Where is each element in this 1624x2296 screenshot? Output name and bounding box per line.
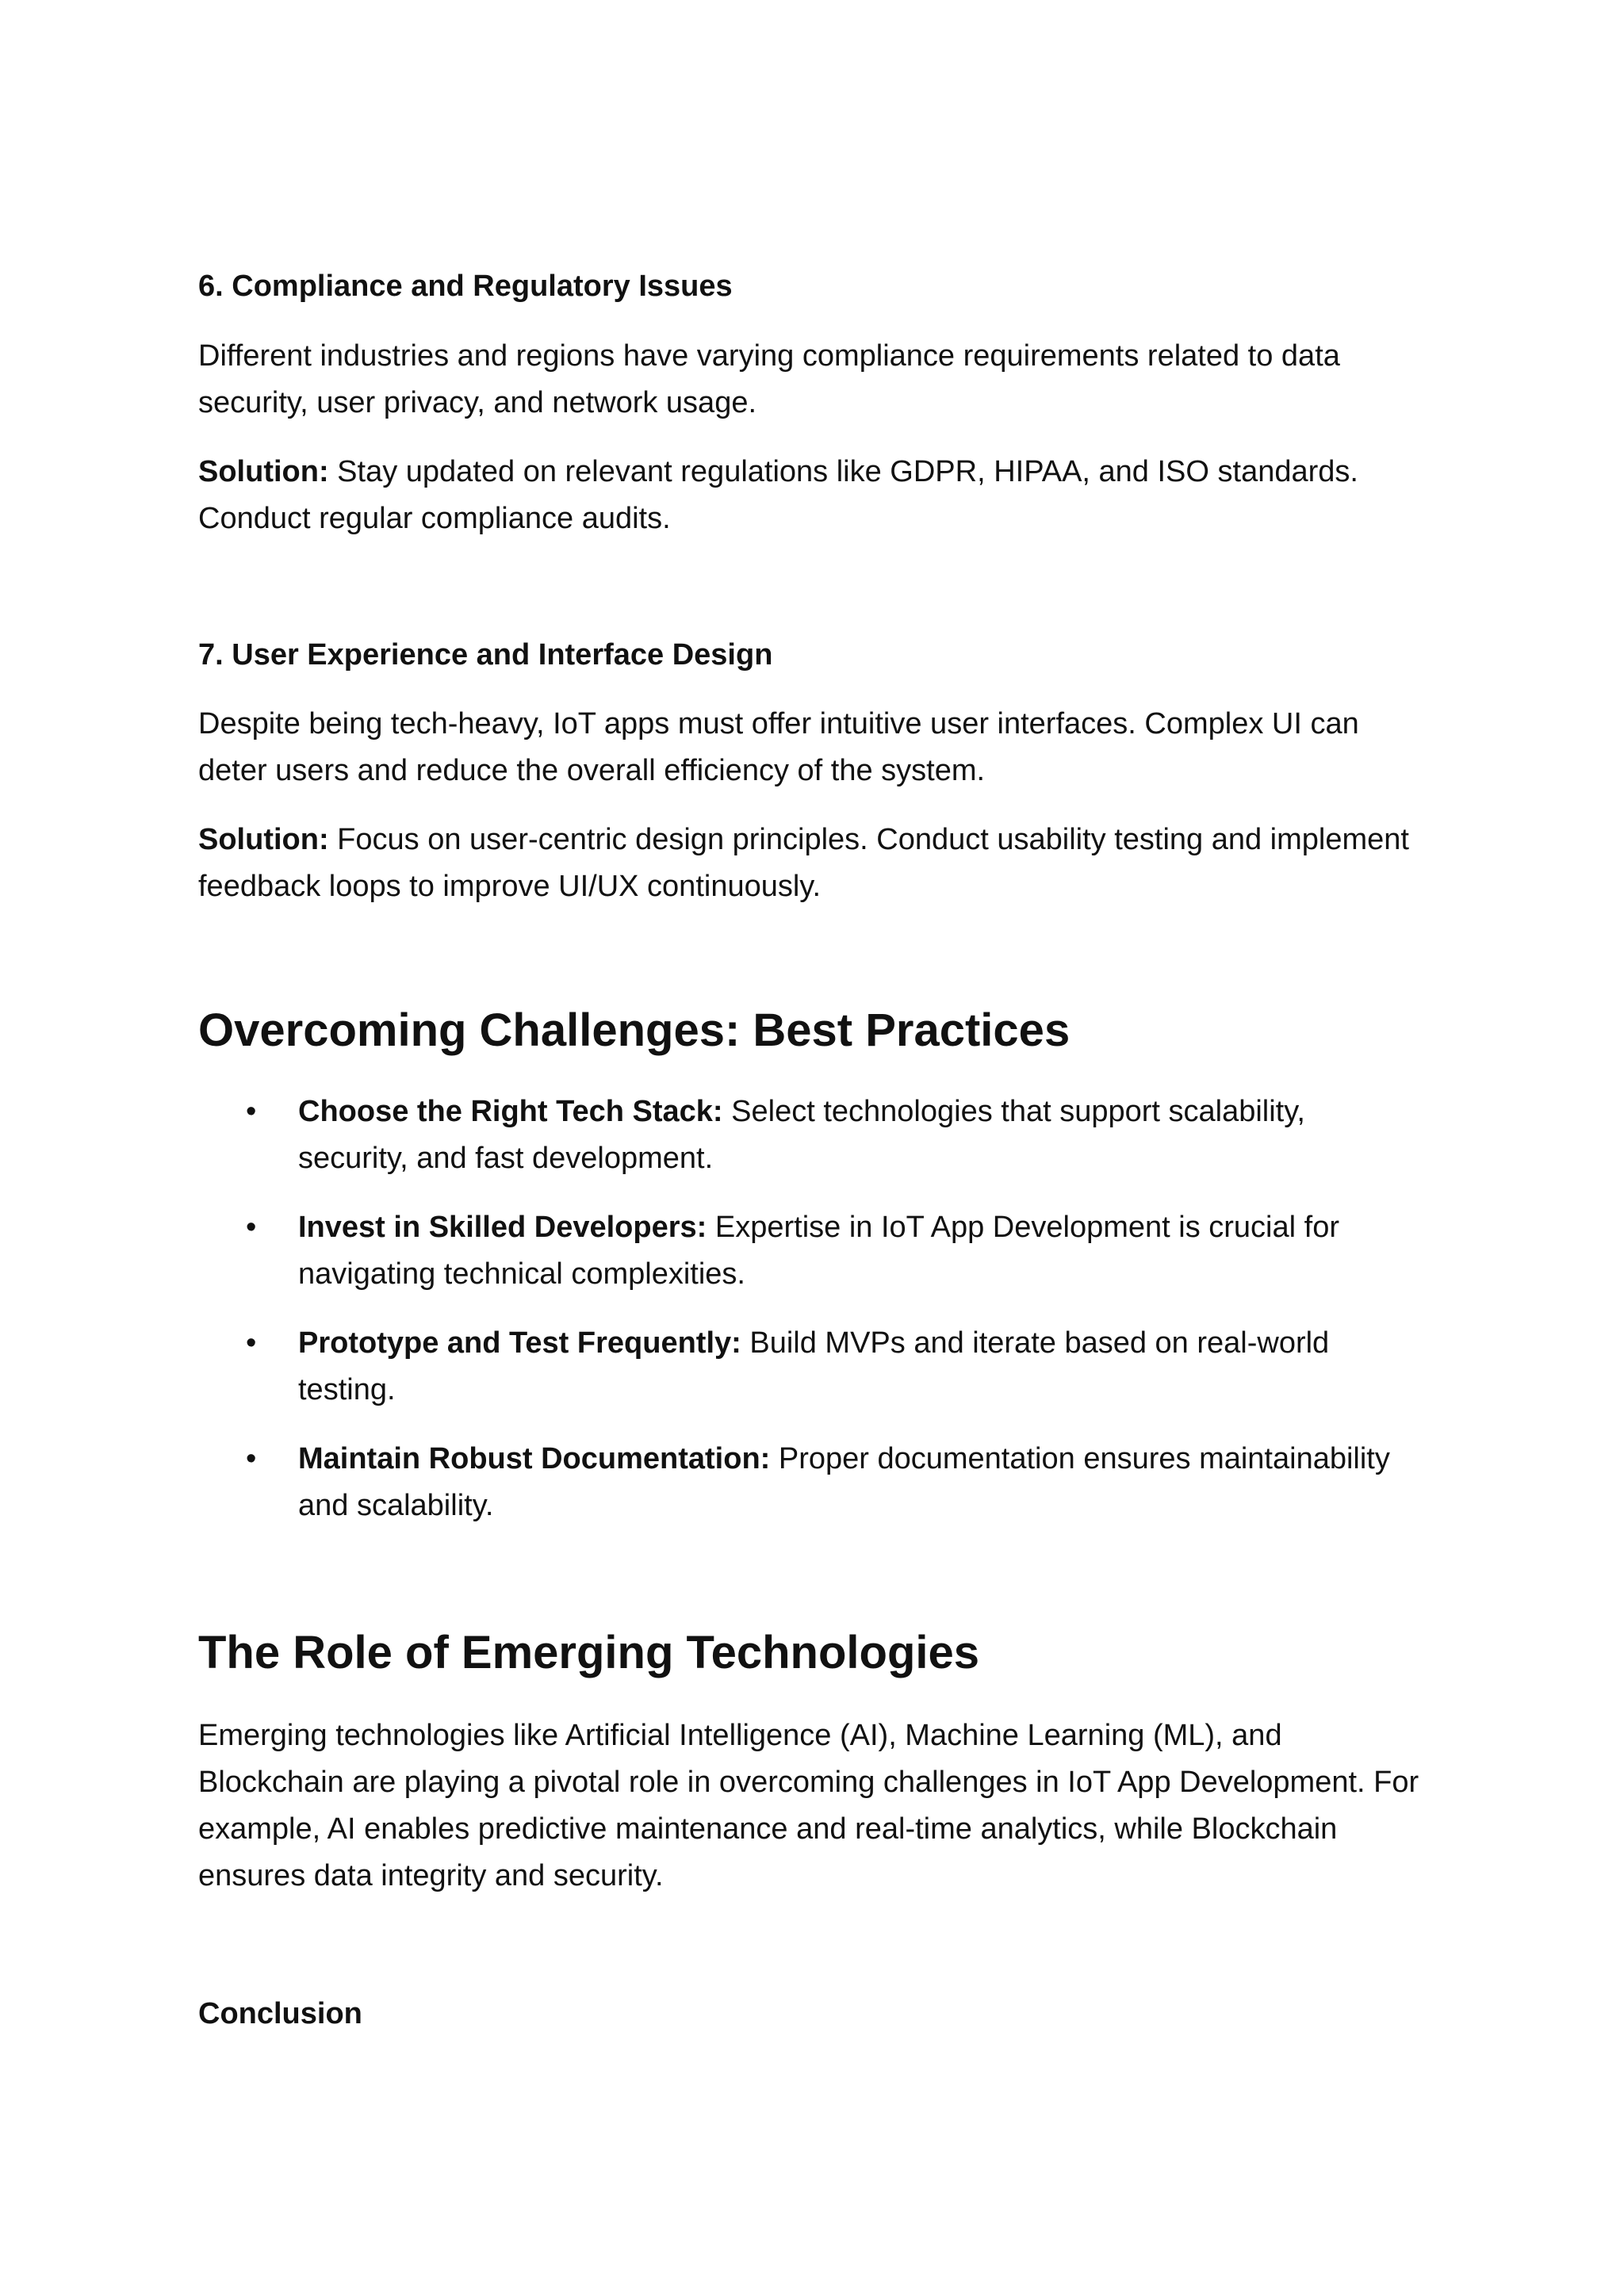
list-item-label: Maintain Robust Documentation: xyxy=(298,1442,771,1475)
list-item xyxy=(198,1436,1408,1529)
section-heading-conclusion: Conclusion xyxy=(198,1997,362,2030)
solution-label: Solution: xyxy=(198,823,329,856)
list-item-text: Build MVPs and iterate based on real-world testing. xyxy=(298,1326,1330,1406)
section-heading-best-practices: Overcoming Challenges: Best Practices xyxy=(198,1004,1071,1056)
paragraph-compliance: Different industries and regions have varying compliance requirements related to data security, user privacy, and network usage. xyxy=(198,339,1340,419)
best-practices-list xyxy=(198,1089,1435,1552)
paragraph-emerging-technologies: Emerging technologies like Artificial Intelligence (AI), Machine Learning (ML), and Blockchain are playing a pivotal role in overcoming challenges in IoT App Development. For example, AI enables predictive maintenance and real-time analytics, while Blockchain ensures data integrity and security. xyxy=(198,1719,1419,1892)
section-heading-compliance: 6. Compliance and Regulatory Issues xyxy=(198,270,733,303)
bullet-icon: • xyxy=(246,1095,257,1128)
paragraph-ux-solution xyxy=(198,817,1435,910)
list-item xyxy=(198,1089,1408,1182)
section-heading-emerging-technologies: The Role of Emerging Technologies xyxy=(198,1627,980,1678)
section-heading-ux: 7. User Experience and Interface Design xyxy=(198,638,773,672)
list-item xyxy=(198,1320,1408,1414)
paragraph-compliance-solution xyxy=(198,449,1435,542)
solution-text: Focus on user-centric design principles. Conduct usability testing and implement feedback loops to improve UI/UX continuously. xyxy=(198,823,1409,903)
bullet-icon: • xyxy=(246,1326,257,1360)
list-item-label: Prototype and Test Frequently: xyxy=(298,1326,741,1360)
list-item-label: Invest in Skilled Developers: xyxy=(298,1211,707,1244)
list-item-label: Choose the Right Tech Stack: xyxy=(298,1095,723,1128)
bullet-icon: • xyxy=(246,1211,257,1244)
solution-label: Solution: xyxy=(198,455,329,488)
solution-text: Stay updated on relevant regulations like GDPR, HIPAA, and ISO standards. Conduct regular compliance audits. xyxy=(198,455,1358,535)
list-item-text: Expertise in IoT App Development is crucial for navigating technical complexities. xyxy=(298,1211,1339,1291)
list-item xyxy=(198,1204,1408,1298)
bullet-icon: • xyxy=(246,1442,257,1475)
paragraph-ux: Despite being tech-heavy, IoT apps must offer intuitive user interfaces. Complex UI can deter users and reduce the overall efficiency of the system. xyxy=(198,707,1359,787)
list-item-text: Proper documentation ensures maintainability and scalability. xyxy=(298,1442,1390,1522)
list-item-text: Select technologies that support scalability, security, and fast development. xyxy=(298,1095,1305,1175)
